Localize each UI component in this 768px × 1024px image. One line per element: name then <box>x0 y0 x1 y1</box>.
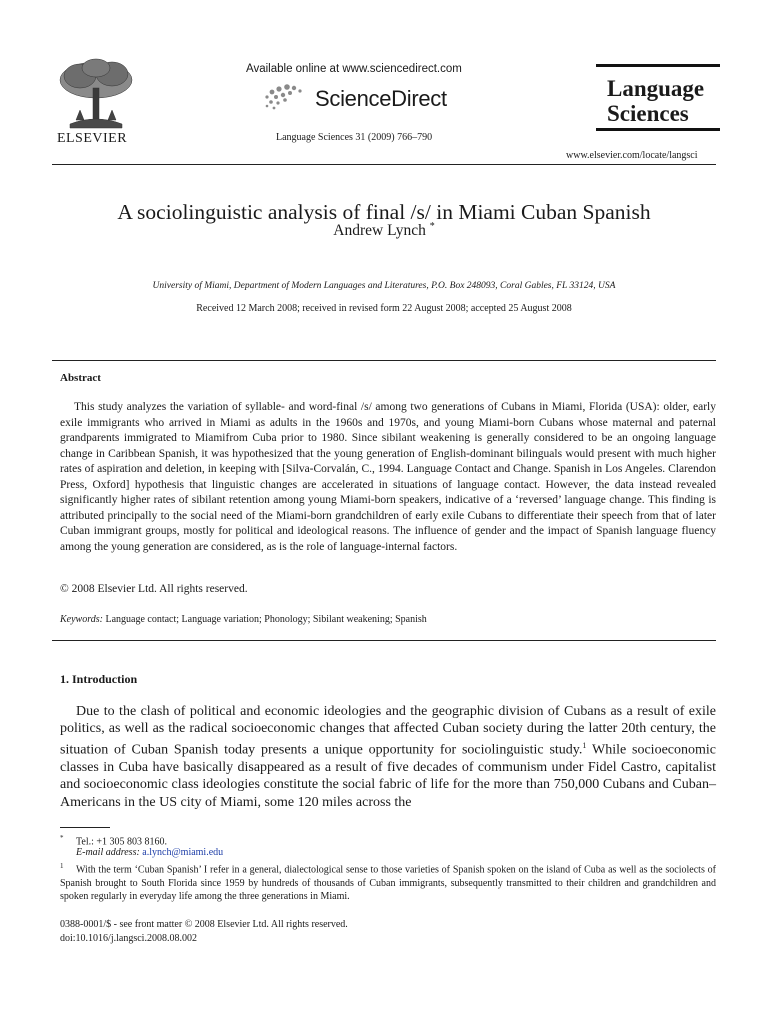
journal-title-line2: Sciences <box>607 101 689 126</box>
journal-url[interactable]: www.elsevier.com/locate/langsci <box>566 150 698 161</box>
publisher-name: ELSEVIER <box>56 131 128 146</box>
abstract-heading: Abstract <box>60 372 101 384</box>
author-footnote-mark[interactable]: * <box>429 221 435 232</box>
article-dates: Received 12 March 2008; received in revised form 22 August 2008; accepted 25 August 2008 <box>196 303 572 314</box>
keywords-label: Keywords: <box>60 614 103 625</box>
abstract-bottom-divider <box>52 640 716 641</box>
footnote-star-mark: * <box>60 834 64 842</box>
affiliation: University of Miami, Department of Modern Languages and Literatures, P.O. Box 248093, Coral Gables, FL 33124, USA <box>152 281 616 291</box>
issn-line: 0388-0001/$ - see front matter © 2008 Elsevier Ltd. All rights reserved. <box>60 919 348 930</box>
footnote-1-mark: 1 <box>60 862 64 870</box>
journal-title <box>607 76 704 126</box>
section-body-part1: Due to the clash of political and economic ideologies and the geographic division of Cubans as a result of exile politics, as well as the radical socioeconomic changes that affected Cuban society during the latter 20th century, the situation of Cuban Spanish today presents a unique opportunity for sociolinguistic study. <box>60 704 716 759</box>
keywords-list: Language contact; Language variation; Phonology; Sibilant weakening; Spanish <box>105 614 427 625</box>
journal-citation: Language Sciences 31 (2009) 766–790 <box>276 132 433 143</box>
header-divider <box>52 164 716 165</box>
footnote-1 <box>60 860 716 904</box>
available-online-text: Available online at www.sciencedirect.com <box>246 63 462 75</box>
paper-title: A sociolinguistic analysis of final /s/ in Miami Cuban Spanish <box>117 200 651 224</box>
keywords <box>60 614 427 625</box>
author <box>0 221 768 240</box>
abstract-body: This study analyzes the variation of syllable- and word-final /s/ among two generations of Cubans in Miami, Florida (USA): older, early exile immigrants who arrived in Miami as adults in the 1960s and 1970s, and young Miami-born Cubans whose maternal and paternal grandparents immigrated to Miamifrom Cuba prior to 1980. Since sibilant weakening is generally considered to be an ongoing language change in Caribbean Spanish, it was hypothesized that the young generation of English-dominant bilinguals would present with much higher rates of aspiration and deletion, in keeping with [Silva-Corvalán, C., 1994. Language Contact and Change. Spanish in Los Angeles. Clarendon Press, Oxford] hypothesis that linguistic changes are accelerated in situations of language contact. However, the data instead revealed significantly higher rates of sibilant retention among young Miami-born speakers, indicative of a ‘reversed’ language change. This finding is attributed principally to the social need of the Miami-born grandchildren of early exile Cubans to differentiate their speech from that of later Cuban immigrant groups, mostly for political and ideological reasons. The influence of gender and the impact of Spanish language fluency among the young generation are considered, as is the role of language-internal factors. <box>60 401 716 553</box>
author-name: Andrew Lynch <box>333 222 426 240</box>
footnote-1-text: With the term ‘Cuban Spanish’ I refer in a general, dialectological sense to those varieties of Spanish spoken on the island of Cuba as well as the sociolects of Spanish brought to South Florida since 1959 by hundreds of thousands of Cuban immigrants, subsequently transmitted to their children and grandchildren and spoken regularly in everyday life among the three generations in Miami. <box>60 864 716 903</box>
telephone-text: Tel.: +1 305 803 8160. <box>76 836 168 848</box>
email-link[interactable]: a.lynch@miami.edu <box>142 847 224 858</box>
email-label: E-mail address: <box>76 847 140 858</box>
footnote-email <box>60 846 716 860</box>
section-body-part2: While socioeconomic classes in Cuba have basically disappeared as a result of five decades of communism under Fidel Castro, capitalist and socioeconomic class ideologies constitute the social fabric of life for the more than 750,000 Cubans and Cuban–Americans in the US city of Miami, some 120 miles across the <box>60 743 716 810</box>
sciencedirect-wordmark: ScienceDirect <box>315 86 447 111</box>
journal-title-bottom-rule <box>596 128 720 131</box>
journal-title-line1: Language <box>607 76 705 101</box>
section-body <box>60 703 716 811</box>
abstract-top-divider <box>52 360 716 361</box>
abstract-copyright: © 2008 Elsevier Ltd. All rights reserved. <box>60 583 248 595</box>
section-heading: 1. Introduction <box>60 672 138 686</box>
footnote-rule <box>60 827 110 828</box>
doi-line[interactable]: doi:10.1016/j.langsci.2008.08.002 <box>60 933 197 944</box>
footnote-ref-1[interactable]: 1 <box>582 741 587 751</box>
journal-title-top-rule <box>596 64 720 67</box>
